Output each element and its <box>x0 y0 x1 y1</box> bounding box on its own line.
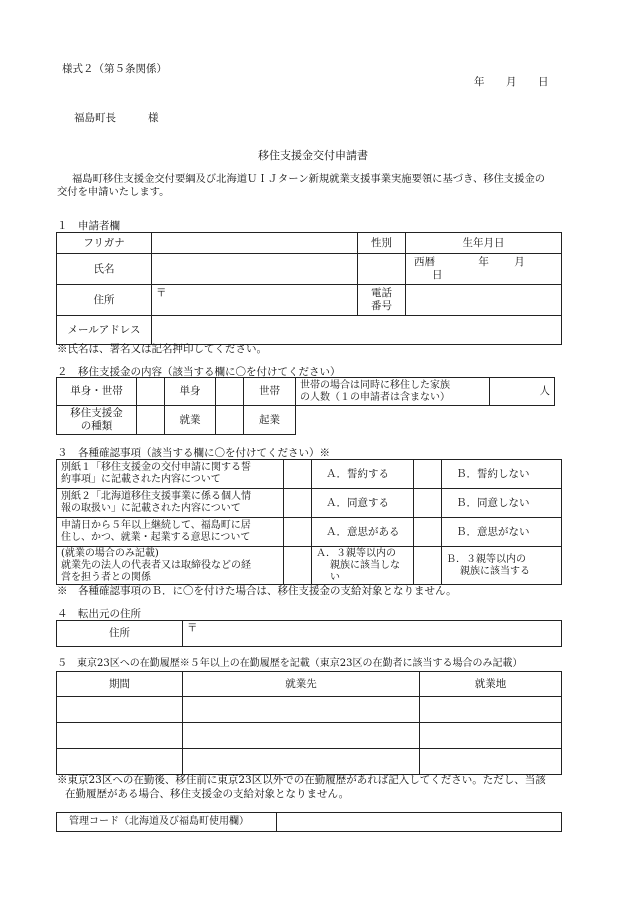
section2-heading: ２ 移住支援金の内容（該当する欄に〇を付けてください） <box>57 366 341 378</box>
phone-label-line1: 電話 <box>371 287 392 300</box>
family-count-label <box>296 378 490 406</box>
section1-heading: １ 申請者欄 <box>57 220 120 232</box>
employment-checkbox[interactable] <box>137 406 165 435</box>
option-a-checkbox[interactable] <box>284 460 312 489</box>
phone-label-line2: 番号 <box>371 300 392 312</box>
family-count-line1: 世帯の場合は同時に移住した家族 <box>300 379 450 391</box>
support-type-line1: 移住支援金 <box>70 407 123 420</box>
confirmation-item <box>57 547 284 585</box>
option-a-label <box>312 547 414 585</box>
confirmation-item <box>57 518 284 547</box>
option-b-checkbox[interactable] <box>414 518 442 547</box>
email-field[interactable] <box>152 316 562 345</box>
sex-label: 性別 <box>358 233 406 254</box>
addressee: 福島町長 <box>74 112 116 124</box>
location-cell[interactable] <box>420 749 562 775</box>
option-b-label: Ｂ．意思がない <box>442 518 562 547</box>
document-title: 移住支援金交付申請書 <box>258 149 368 162</box>
form-number: 様式２（第５条関係） <box>62 63 167 75</box>
confirmation-item <box>57 489 284 518</box>
postal-mark: 〒 <box>187 622 198 634</box>
location-cell[interactable] <box>420 723 562 749</box>
option-line: 親族に該当しな <box>330 559 400 571</box>
single-household-label: 単身・世帯 <box>57 378 137 406</box>
section3-heading: ３ 各種確認事項（該当する欄に〇を付けてください）※ <box>57 447 330 459</box>
support-content-table <box>56 377 555 435</box>
household-checkbox[interactable] <box>216 378 244 406</box>
section4-heading: ４ 転出元の住所 <box>57 608 141 620</box>
employment-label: 就業 <box>165 406 216 435</box>
section1-note: ※氏名は、署名又は記名押印してください。 <box>57 343 267 355</box>
item-line: 申請日から５年以上継続して、福島町に居 <box>61 520 251 531</box>
item-line: 別紙１「移住支援金の交付申請に関する誓 <box>61 462 251 473</box>
option-a-label: Ａ．誓約する <box>312 460 414 489</box>
phone-label <box>358 285 406 316</box>
date-day-label: 日 <box>538 76 549 88</box>
employer-cell[interactable] <box>183 749 420 775</box>
household-label: 世帯 <box>244 378 296 406</box>
previous-address-table <box>56 620 562 647</box>
admin-code-field[interactable] <box>277 813 562 832</box>
option-b-checkbox[interactable] <box>414 460 442 489</box>
option-a-label: Ａ．意思がある <box>312 518 414 547</box>
employer-header: 就業先 <box>183 672 420 697</box>
sex-field[interactable] <box>358 254 406 285</box>
address-field[interactable] <box>152 285 358 316</box>
section5-note-2: 在勤履歴がある場合、移住支援金の支給対象となりません。 <box>65 788 350 800</box>
family-count-field[interactable] <box>490 378 555 406</box>
table-row <box>57 749 562 775</box>
employer-cell[interactable] <box>183 723 420 749</box>
option-b-label: Ｂ．同意しない <box>442 489 562 518</box>
option-a-label: Ａ．同意する <box>312 489 414 518</box>
option-line: Ｂ．３親等以内の <box>446 553 526 565</box>
family-count-line2: の人数（１の申請者は含まない） <box>300 391 450 403</box>
work-history-table <box>56 671 562 775</box>
phone-field[interactable] <box>406 285 562 316</box>
single-label: 単身 <box>165 378 216 406</box>
item-line: 就業先の法人の代表者又は取締役などの経 <box>61 559 251 571</box>
period-header: 期間 <box>57 672 183 697</box>
date-month-label: 月 <box>506 76 517 88</box>
confirmation-row <box>57 489 562 518</box>
option-b-checkbox[interactable] <box>414 547 442 585</box>
date-year-label: 年 <box>474 76 485 88</box>
honorific: 様 <box>148 112 159 124</box>
confirmation-row <box>57 547 562 585</box>
furigana-label: フリガナ <box>57 233 152 254</box>
table-row <box>57 697 562 723</box>
admin-code-table <box>56 812 562 832</box>
name-label: 氏名 <box>57 254 152 285</box>
option-b-label: Ｂ．誓約しない <box>442 460 562 489</box>
option-b-label <box>442 547 562 585</box>
birth-year-label: 年 <box>478 256 489 269</box>
section5-heading: ５ 東京23区への在勤履歴※５年以上の在勤履歴を記載（東京23区の在勤者に該当する場合のみ記載） <box>57 658 523 669</box>
email-label: メールアドレス <box>57 316 152 345</box>
table-row <box>57 723 562 749</box>
option-line: い <box>330 571 340 583</box>
admin-code-label: 管理コード（北海道及び福島町使用欄） <box>57 813 277 832</box>
item-line: 住し、かつ、就業・起業する意思について <box>61 532 251 543</box>
section5-note-1: ※東京23区への在勤後、移住前に東京23区以外での在勤履歴があれば記入してください。ただし、当該 <box>57 774 546 786</box>
single-checkbox[interactable] <box>137 378 165 406</box>
item-line: 営を担う者との関係 <box>61 571 151 583</box>
location-cell[interactable] <box>420 697 562 723</box>
location-header: 就業地 <box>420 672 562 697</box>
item-line: 報の取扱い」に記載された内容について <box>61 503 241 514</box>
intro-line-2: 交付を申請いたします。 <box>57 186 170 198</box>
birth-month-label: 月 <box>514 256 525 269</box>
name-field[interactable] <box>152 254 358 285</box>
confirmation-table <box>56 459 562 585</box>
item-line: 別紙２「北海道移住支援事業に係る個人情 <box>61 491 251 502</box>
period-cell[interactable] <box>57 723 183 749</box>
confirmation-item <box>57 460 284 489</box>
intro-line-1: 福島町移住支援金交付要綱及び北海道ＵＩＪターン新規就業支援事業実施要領に基づき、移住支援金の <box>72 173 546 185</box>
period-cell[interactable] <box>57 697 183 723</box>
startup-checkbox[interactable] <box>216 406 244 435</box>
section3-note: ※ 各種確認事項のＢ．に〇を付けた場合は、移住支援金の支給対象となりません。 <box>57 585 457 597</box>
persons-unit: 人 <box>539 385 550 398</box>
previous-address-label: 住所 <box>57 621 183 647</box>
option-line: Ａ．３親等以内の <box>316 547 396 559</box>
birth-day-label: 日 <box>432 269 443 281</box>
option-a-checkbox[interactable] <box>284 518 312 547</box>
applicant-table <box>56 232 562 345</box>
previous-address-field[interactable] <box>183 621 562 647</box>
item-line: 約事項」に記載された内容について <box>61 474 221 485</box>
option-b-checkbox[interactable] <box>414 489 442 518</box>
confirmation-row <box>57 518 562 547</box>
employer-cell[interactable] <box>183 697 420 723</box>
birthdate-field[interactable] <box>406 254 562 285</box>
birthdate-label: 生年月日 <box>406 233 562 254</box>
address-label: 住所 <box>57 285 152 316</box>
support-type-label <box>57 406 137 435</box>
era-label: 西暦 <box>414 256 435 269</box>
support-type-line2: の種類 <box>80 420 113 432</box>
period-cell[interactable] <box>57 749 183 775</box>
postal-mark: 〒 <box>156 287 167 299</box>
confirmation-row <box>57 460 562 489</box>
startup-label: 起業 <box>244 406 296 435</box>
option-line: 親族に該当する <box>460 565 530 577</box>
furigana-field[interactable] <box>152 233 358 254</box>
option-a-checkbox[interactable] <box>284 547 312 585</box>
item-line: (就業の場合のみ記載) <box>61 547 159 559</box>
option-a-checkbox[interactable] <box>284 489 312 518</box>
